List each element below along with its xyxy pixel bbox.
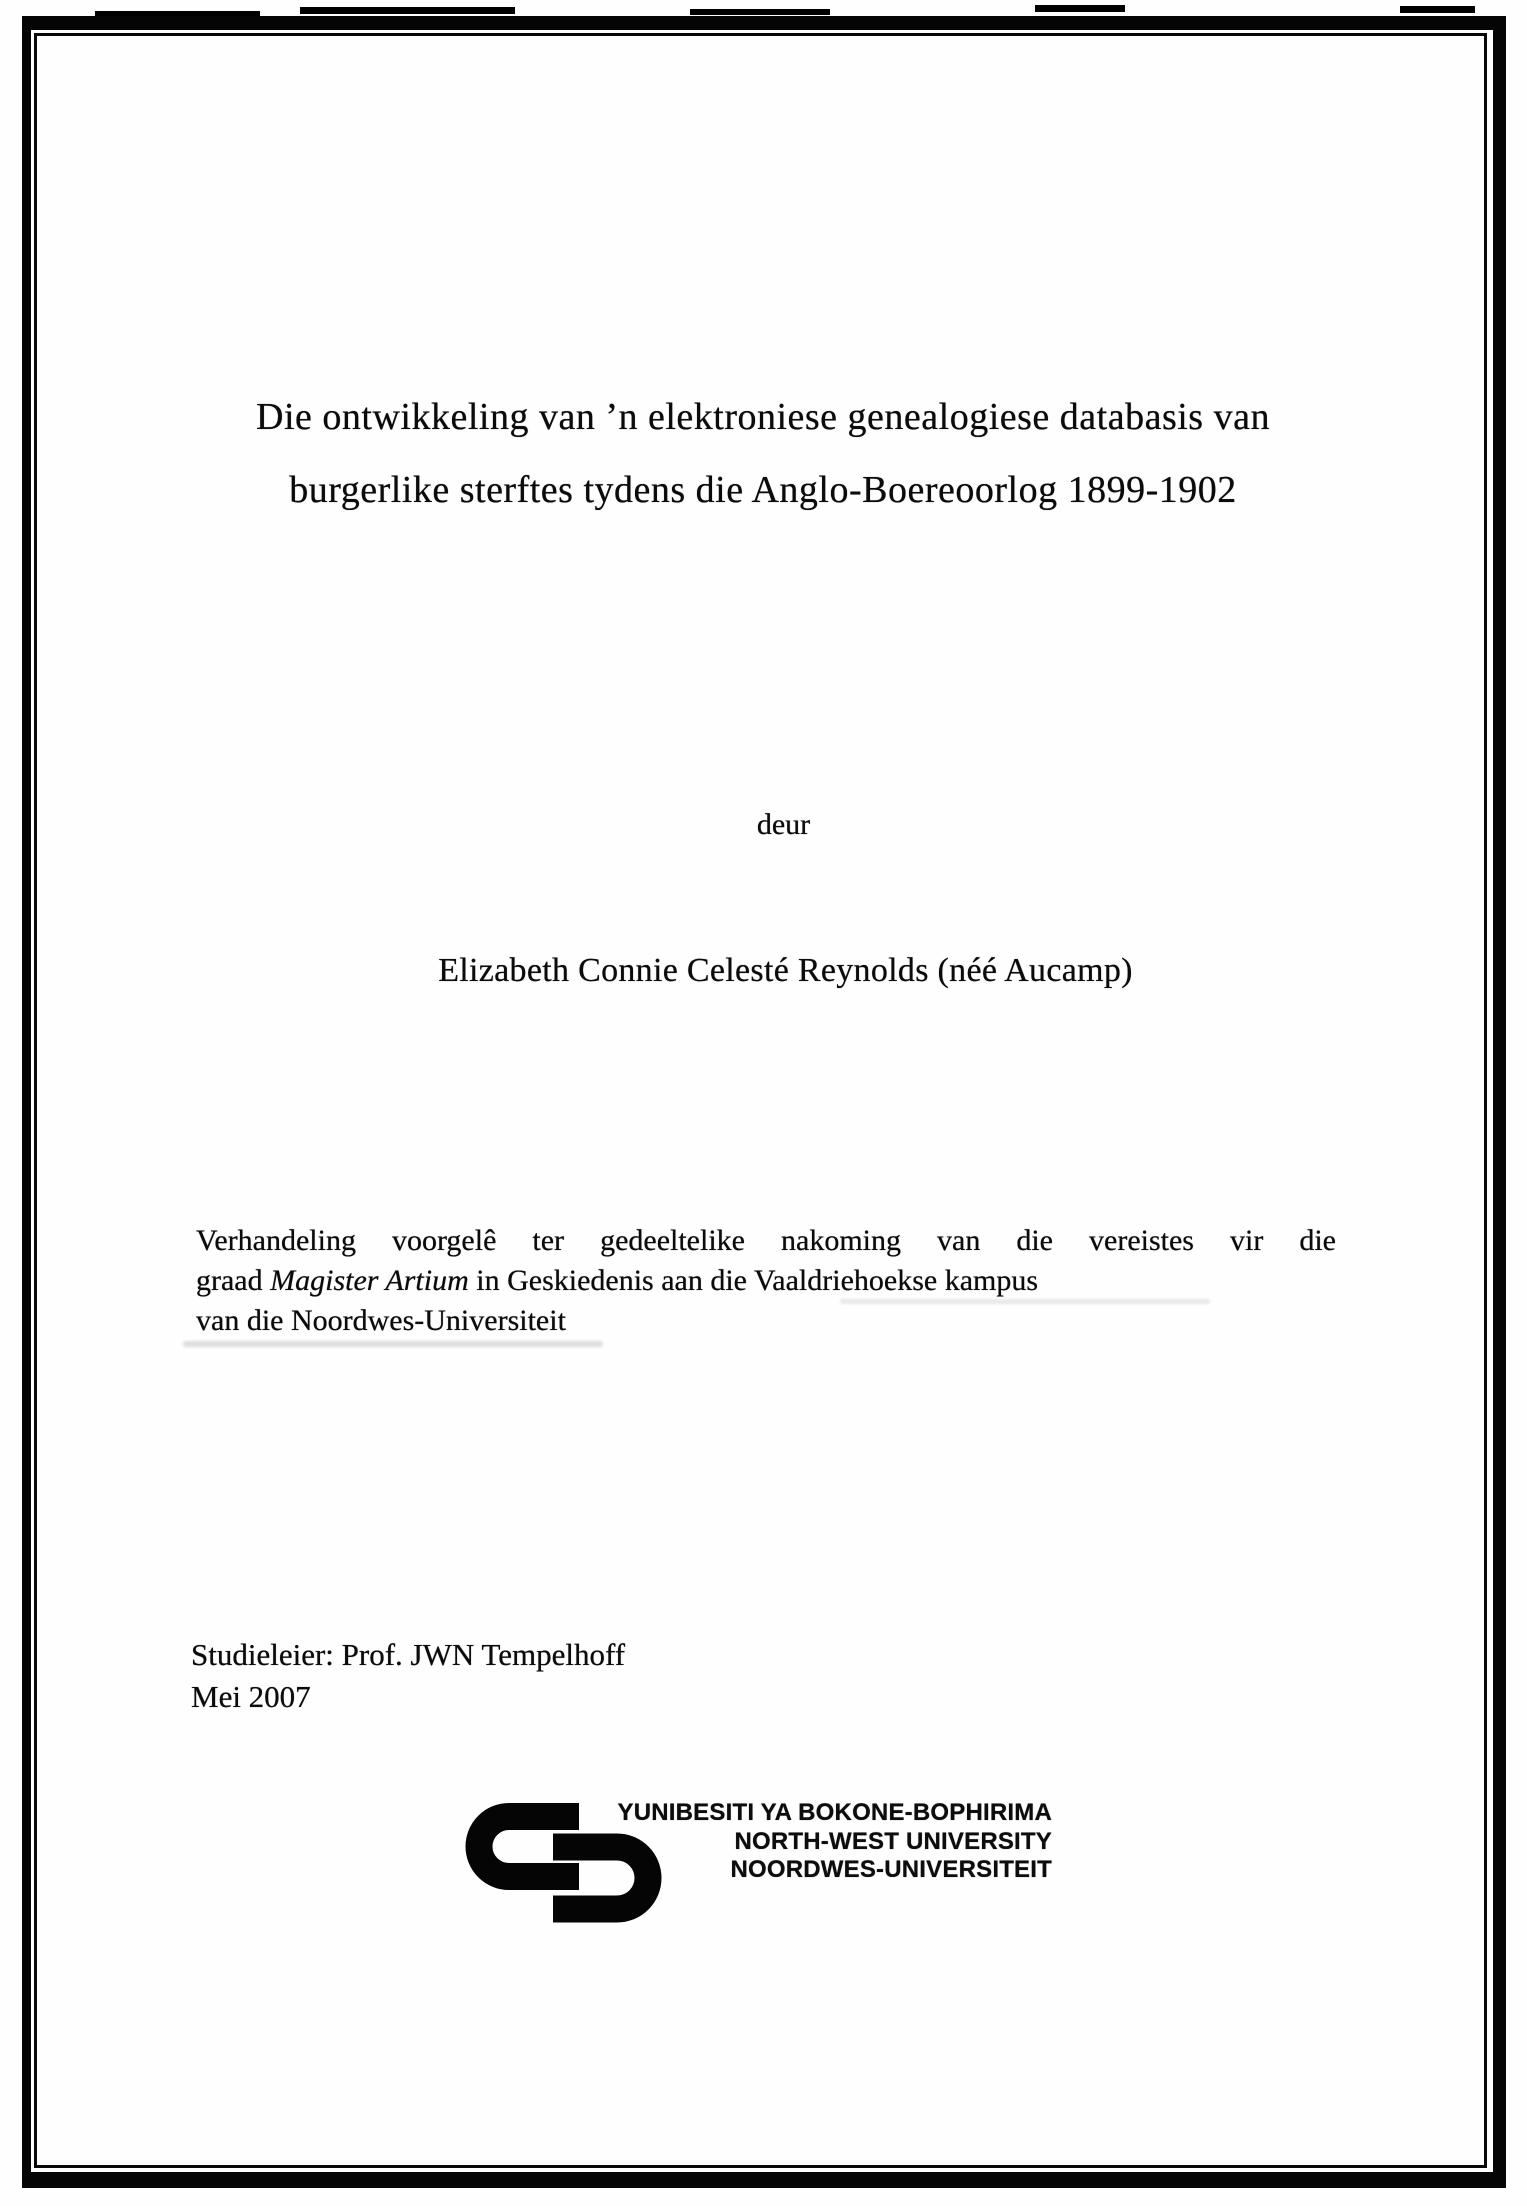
degree-statement-line-2-prefix: graad bbox=[196, 1264, 271, 1297]
thesis-title bbox=[96, 381, 1430, 527]
degree-name-italic: Magister Artium bbox=[270, 1264, 469, 1297]
degree-statement-line-1: Verhandeling voorgelê ter gedeeltelike nakoming van die vereistes vir die bbox=[196, 1224, 1336, 1257]
date-line: Mei 2007 bbox=[191, 1679, 311, 1714]
university-logo-text bbox=[582, 1799, 1052, 1885]
scan-artifact bbox=[1035, 5, 1125, 12]
logo-line-afrikaans: NOORDWES-UNIVERSITEIT bbox=[730, 1856, 1052, 1883]
supervisor-line: Studieleier: Prof. JWN Tempelhoff bbox=[191, 1637, 626, 1672]
thesis-title-line-1: Die ontwikkeling van ’n elektroniese genealogiese databasis van bbox=[256, 396, 1270, 438]
scan-bleedthrough-artifact bbox=[840, 1299, 1210, 1304]
author-name: Elizabeth Connie Celesté Reynolds (néé Aucamp) bbox=[438, 952, 1133, 989]
degree-statement bbox=[196, 1221, 1336, 1341]
scan-artifact bbox=[1400, 6, 1475, 13]
degree-statement-line-2-suffix: in Geskiedenis aan die Vaaldriehoekse kampus bbox=[468, 1264, 1039, 1297]
logo-line-english: NORTH-WEST UNIVERSITY bbox=[734, 1827, 1052, 1855]
degree-statement-line-3: van die Noordwes-Universiteit bbox=[196, 1304, 566, 1337]
logo-line-setswana: YUNIBESITI YA BOKONE-BOPHIRIMA bbox=[617, 1799, 1052, 1826]
byline-deur: deur bbox=[756, 808, 811, 841]
scan-bleedthrough-artifact bbox=[183, 1341, 603, 1347]
scan-artifact bbox=[300, 7, 515, 14]
supervisor-block bbox=[191, 1634, 625, 1718]
degree-statement-line-2 bbox=[196, 1261, 1336, 1301]
thesis-title-line-2: burgerlike sterftes tydens die Anglo-Boereoorlog 1899-1902 bbox=[289, 469, 1237, 511]
scan-artifact bbox=[690, 9, 830, 15]
